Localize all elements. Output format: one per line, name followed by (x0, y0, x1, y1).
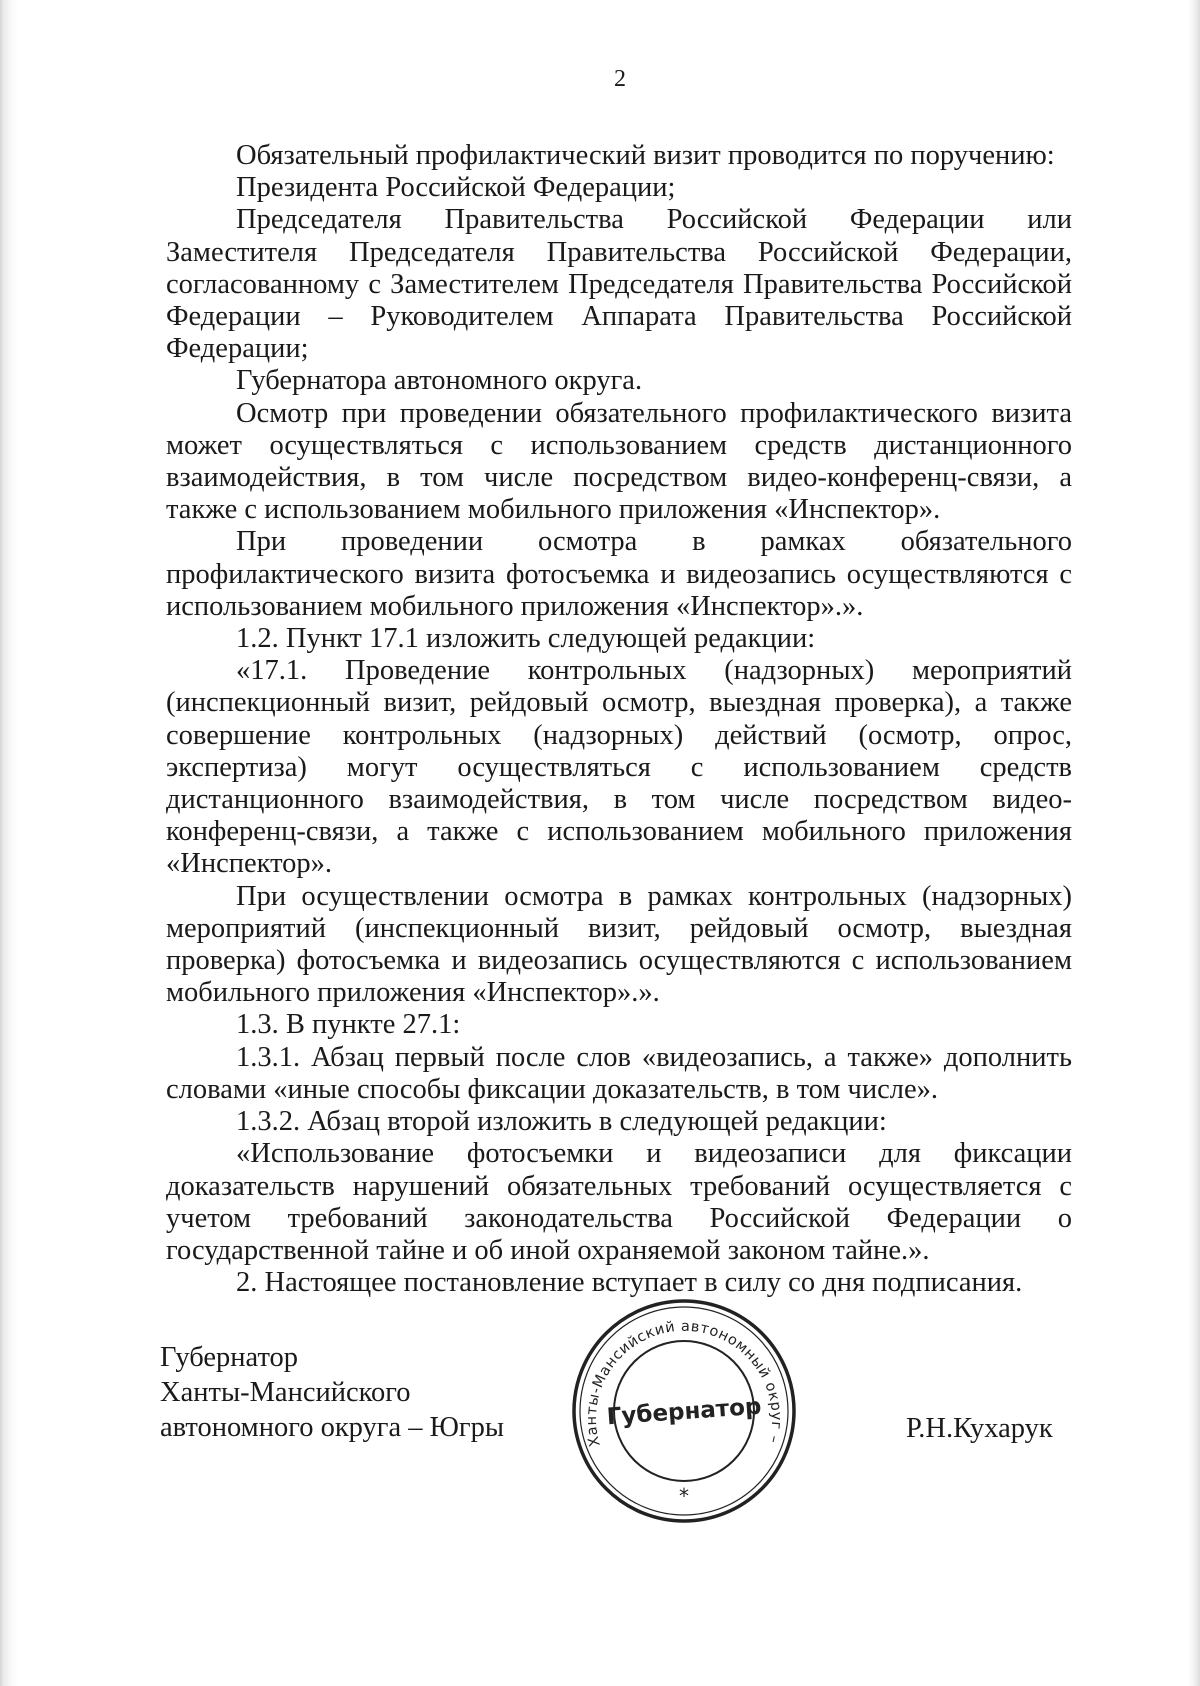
signatory-position-line: Губернатор (160, 1342, 299, 1373)
official-seal (568, 1295, 800, 1527)
paragraph-effective-date: 2. Настоящее постановление вступает в силу со дня подписания. (236, 1267, 1023, 1299)
document-body (166, 140, 1072, 1299)
paragraph-photo-video-visit: При проведении осмотра в рамках обязательного профилактического визита фотосъемка и видеозапись осуществляются с использованием мобильного приложения «Инспектор».». (166, 526, 1072, 622)
signatory-position-line: Ханты-Мансийского (160, 1377, 411, 1408)
paragraph-item-1-3-2: 1.3.2. Абзац второй изложить в следующей редакции: (236, 1106, 887, 1138)
scan-edge-left (0, 0, 18, 1686)
paragraph-item-17-1: «17.1. Проведение контрольных (надзорных) мероприятий (инспекционный визит, рейдовый осмотр, выездная проверка), а также совершение контрольных (надзорных) действий (осмотр, опрос, экспертиза) могут осуществляться с использованием средств дистанционного взаимодействия, в том числе посредством видео-конференц-связи, а также с использованием мобильного приложения «Инспектор». (166, 655, 1072, 880)
paragraph-president: Президента Российской Федерации; (236, 172, 676, 204)
paragraph-photo-video-evidence: «Использование фотосъемки и видеозаписи для фиксации доказательств нарушений обязательных требований осуществляется с учетом требований законодательства Российской Федерации о государственной тайне и об иной охраняемой законом тайне.». (166, 1138, 1072, 1266)
seal-ring-text: Ханты-Мансийский автономный округ – (583, 1318, 785, 1449)
signatory-position-line: автономного округа – Югры (160, 1412, 505, 1443)
paragraph-governor: Губернатора автономного округа. (236, 365, 643, 397)
paragraph-item-1-3-1: 1.3.1. Абзац первый после слов «видеозапись, а также» дополнить словами «иные способы фиксации доказательств, в том числе». (166, 1041, 1072, 1105)
seal-star: * (679, 1484, 689, 1508)
page-number: 2 (614, 66, 626, 92)
paragraph-government-chairman: Председателя Правительства Российской Федерации или Заместителя Председателя Правительства Российской Федерации, согласованному с Заместителем Председателя Правительства Российской Федерации – Руководителем Аппарата Правительства Российской Федерации; (166, 204, 1072, 365)
scan-edge-right (1188, 0, 1200, 1686)
seal-center-text: Губернатор (605, 1393, 763, 1431)
paragraph-item-1-2: 1.2. Пункт 17.1 изложить следующей редакции: (236, 623, 816, 655)
paragraph-visit-orders-intro: Обязательный профилактический визит проводится по поручению: (236, 140, 1055, 171)
signatory-name: Р.Н.Кухарук (906, 1413, 1053, 1444)
paragraph-remote-inspection: Осмотр при проведении обязательного профилактического визита может осуществляться с использованием средств дистанционного взаимодействия, в том числе посредством видео-конференц-связи, а также с использованием мобильного приложения «Инспектор». (166, 397, 1072, 526)
paragraph-item-1-3: 1.3. В пункте 27.1: (236, 1009, 461, 1041)
paragraph-photo-video-events: При осуществлении осмотра в рамках контрольных (надзорных) мероприятий (инспекционный визит, рейдовый осмотр, выездная проверка) фотосъемка и видеозапись осуществляются с использованием мобильного приложения «Инспектор».». (166, 880, 1072, 1009)
signatory-position (160, 1340, 504, 1445)
